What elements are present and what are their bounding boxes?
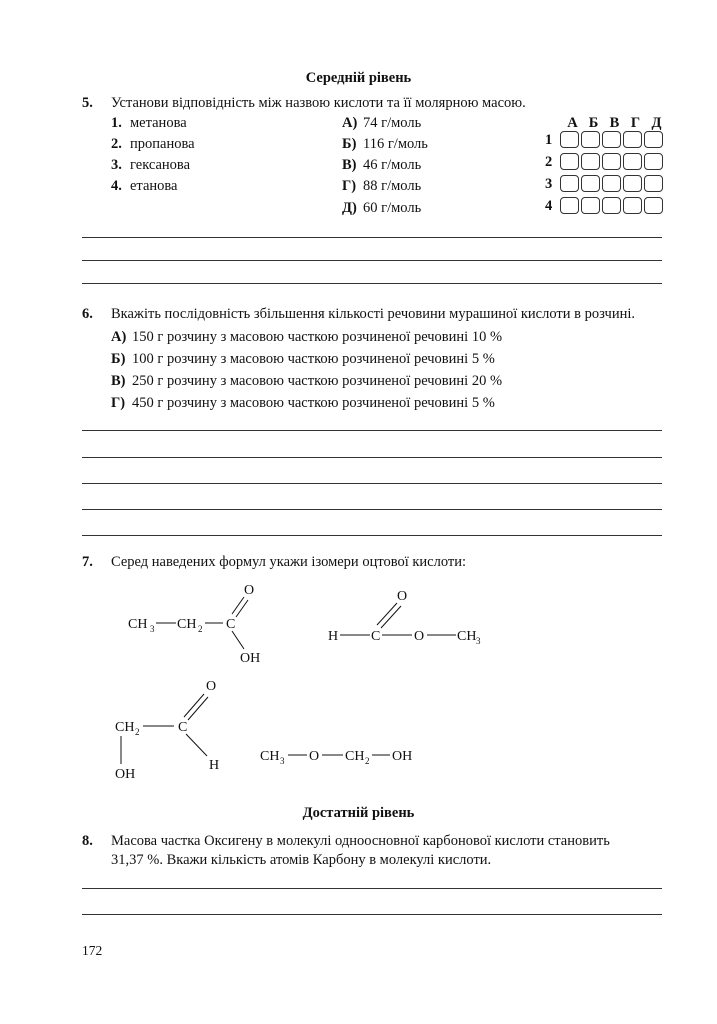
formula-subscript: 2 <box>198 624 203 634</box>
q6-option-text: 100 г розчину з масовою часткою розчиненої речовині 5 % <box>132 351 495 367</box>
q5-right-letter: А) <box>342 115 358 131</box>
q5-left-text: метанова <box>130 115 187 131</box>
answer-line <box>82 283 662 284</box>
answer-line <box>82 483 662 484</box>
answer-cell[interactable] <box>602 131 621 148</box>
double-bond <box>236 600 248 617</box>
answer-cell[interactable] <box>602 197 621 214</box>
answer-cell[interactable] <box>581 131 600 148</box>
answer-cell[interactable] <box>581 175 600 192</box>
grid-col-header: Г <box>630 115 641 131</box>
formula-methoxymethanol <box>260 749 412 766</box>
formula-atom: CH <box>128 617 148 632</box>
page-number: 172 <box>82 943 103 958</box>
section-heading-middle: Середній рівень <box>305 70 412 86</box>
q5-left-num: 3. <box>111 157 122 173</box>
q6-option-text: 450 г розчину з масовою часткою розчиненої речовині 5 % <box>132 395 495 411</box>
grid-row-header: 4 <box>545 198 553 214</box>
formula-atom: O <box>206 679 217 694</box>
q5-left-text: пропанова <box>130 136 195 152</box>
formula-atom: C <box>226 617 236 632</box>
q5-right-letter: Г) <box>342 178 357 194</box>
q6-option-text: 150 г розчину з масовою часткою розчиненої речовині 10 % <box>132 329 503 345</box>
formula-atom: O <box>309 749 320 764</box>
answer-line <box>82 260 662 261</box>
formula-atom: CH <box>345 749 365 764</box>
formula-atom: C <box>178 720 188 735</box>
answer-cell[interactable] <box>581 153 600 170</box>
answer-cell[interactable] <box>560 153 579 170</box>
q8-number: 8. <box>82 833 93 849</box>
q5-left-num: 2. <box>111 136 122 152</box>
formula-atom: O <box>244 583 255 598</box>
q5-right-text: 46 г/моль <box>363 157 422 173</box>
answer-line <box>82 430 662 431</box>
answer-cell[interactable] <box>644 175 663 192</box>
formula-atom: CH <box>457 629 477 644</box>
q8-text-line2: 31,37 %. Вкажи кількість атомів Карбону в молекулі кислоти. <box>111 852 492 868</box>
grid-row-header: 1 <box>545 132 553 148</box>
q7-text: Серед наведених формул укажи ізомери оцтової кислоти: <box>111 554 467 570</box>
answer-cell[interactable] <box>644 131 663 148</box>
formula-subscript: 3 <box>150 624 155 634</box>
bond <box>232 631 244 649</box>
q6-number: 6. <box>82 306 93 322</box>
q5-right-text: 116 г/моль <box>363 136 428 152</box>
answer-line <box>82 535 662 536</box>
answer-line <box>82 457 662 458</box>
formula-atom: CH <box>115 720 135 735</box>
answer-cell[interactable] <box>644 153 663 170</box>
q6-option-letter: А) <box>111 329 127 345</box>
answer-cell[interactable] <box>581 197 600 214</box>
formula-atom: H <box>209 758 220 773</box>
answer-cell[interactable] <box>623 131 642 148</box>
q5-right-letter: В) <box>342 157 357 173</box>
answer-cell[interactable] <box>602 153 621 170</box>
q6-option-letter: Г) <box>111 395 126 411</box>
answer-cell[interactable] <box>560 197 579 214</box>
q5-number: 5. <box>82 95 93 111</box>
grid-row-header: 2 <box>545 154 553 170</box>
answer-cell[interactable] <box>623 153 642 170</box>
formula-propanoic-acid <box>128 583 260 666</box>
grid-row-header: 3 <box>545 176 553 192</box>
answer-cell[interactable] <box>602 175 621 192</box>
formula-methyl-formate <box>328 589 481 646</box>
bond <box>186 734 207 756</box>
formula-atom: H <box>328 629 339 644</box>
q5-left-num: 4. <box>111 178 122 194</box>
answer-cell[interactable] <box>560 131 579 148</box>
q5-right-text: 88 г/моль <box>363 178 422 194</box>
answer-cell[interactable] <box>623 197 642 214</box>
answer-line <box>82 509 662 510</box>
q5-right-text: 74 г/моль <box>363 115 422 131</box>
double-bond <box>232 597 244 614</box>
answer-line <box>82 888 662 889</box>
formula-atom: O <box>397 589 408 604</box>
q5-left-text: гексанова <box>130 157 191 173</box>
grid-col-header: В <box>609 115 620 131</box>
q5-right-text: 60 г/моль <box>363 200 422 216</box>
formula-atom: OH <box>115 767 136 782</box>
q5-right-letter: Д) <box>342 200 357 216</box>
formula-atom: C <box>371 629 381 644</box>
q6-option-letter: В) <box>111 373 126 389</box>
q6-text: Вкажіть послідовність збільшення кількості речовини мурашиної кислоти в розчині. <box>111 306 636 322</box>
formula-subscript: 3 <box>280 756 285 766</box>
grid-col-header: Б <box>588 115 599 131</box>
formula-atom: CH <box>260 749 280 764</box>
grid-col-header: Д <box>651 115 662 131</box>
formula-atom: O <box>414 629 425 644</box>
structural-formulas <box>0 570 717 795</box>
q5-left-text: етанова <box>130 178 178 194</box>
formula-subscript: 2 <box>135 727 140 737</box>
formula-subscript: 2 <box>365 756 370 766</box>
grid-col-header: А <box>567 115 578 131</box>
answer-line <box>82 237 662 238</box>
q5-text: Установи відповідність між назвою кислоти та її молярною масою. <box>111 95 526 111</box>
formula-atom: OH <box>240 651 261 666</box>
answer-cell[interactable] <box>623 175 642 192</box>
answer-cell[interactable] <box>644 197 663 214</box>
section-heading-sufficient: Достатній рівень <box>302 805 415 821</box>
formula-subscript: 3 <box>476 636 481 646</box>
q8-text-line1: Масова частка Оксигену в молекулі одноосновної карбонової кислоти становить <box>111 833 610 849</box>
answer-line <box>82 914 662 915</box>
formula-atom: CH <box>177 617 197 632</box>
q6-option-text: 250 г розчину з масовою часткою розчиненої речовині 20 % <box>132 373 503 389</box>
formula-atom: OH <box>392 749 413 764</box>
answer-cell[interactable] <box>560 175 579 192</box>
q6-option-letter: Б) <box>111 351 126 367</box>
q5-right-letter: Б) <box>342 136 357 152</box>
q5-left-num: 1. <box>111 115 122 131</box>
q7-number: 7. <box>82 554 93 570</box>
